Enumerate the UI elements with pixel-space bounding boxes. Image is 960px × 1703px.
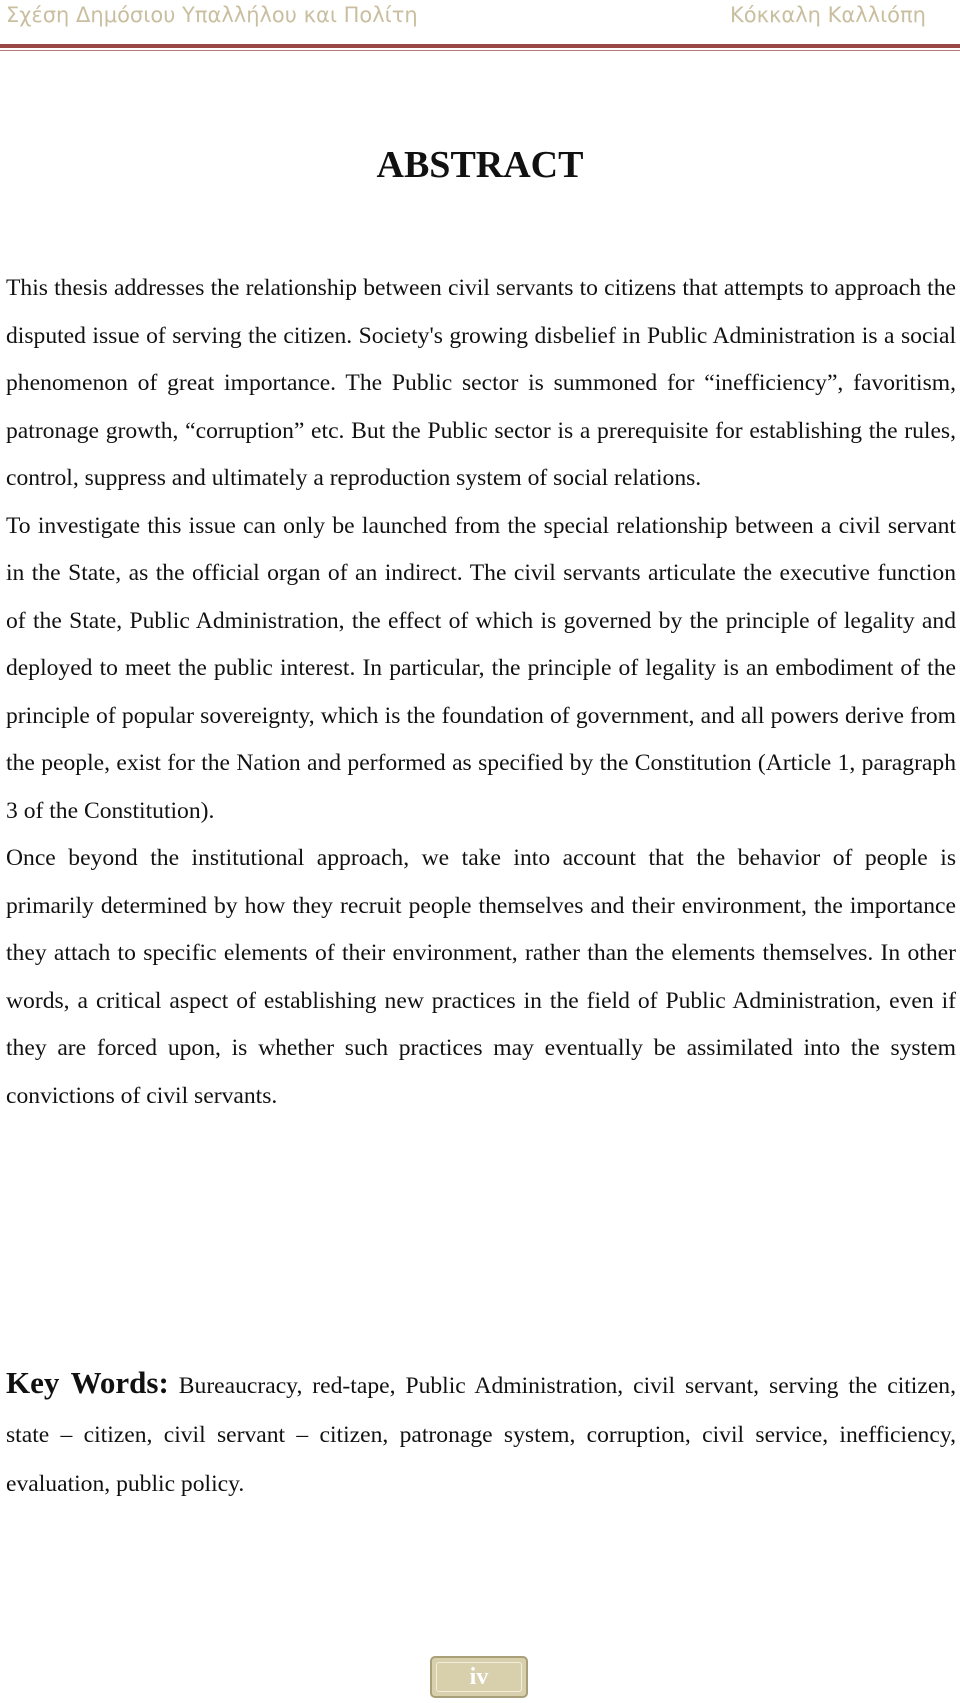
page-number-box [430, 1656, 528, 1698]
abstract-body [6, 265, 956, 1120]
abstract-paragraph: Once beyond the institutional approach, we take into account that the behavior of people is primarily determined by how they recruit people themselves and their environment, the importance they attach to specific elements of their environment, rather than the elements themselves. In other words, a critical aspect of establishing new practices in the field of Public Administration, even if they are forced upon, is whether such practices may eventually be assimilated into the system convictions of civil servants. [6, 845, 956, 1109]
header-rule-thin [0, 50, 960, 51]
page-number: iv [469, 1664, 489, 1690]
header-author: Κόκκαλη Καλλιόπη [729, 3, 926, 27]
header-title: Σχέση Δημόσιου Υπαλλήλου και Πολίτη [6, 3, 418, 27]
abstract-paragraph: This thesis addresses the relationship between civil servants to citizens that attempts to approach the disputed issue of serving the citizen. Society's growing disbelief in Public Administration is a social phenomenon of great importance. The Public sector is summoned for “inefficiency”, favoritism, patronage growth, “corruption” etc. But the Public sector is a prerequisite for establishing the rules, control, suppress and ultimately a reproduction system of social relations. [6, 275, 956, 491]
abstract-paragraph: To investigate this issue can only be launched from the special relationship between a civil servant in the State, as the official organ of an indirect. The civil servants articulate the executive function of the State, Public Administration, the effect of which is governed by the principle of legality and deployed to meet the public interest. In particular, the principle of legality is an embodiment of the principle of popular sovereignty, which is the foundation of government, and all powers derive from the people, exist for the Nation and performed as specified by the Constitution (Article 1, paragraph 3 of the Constitution). [6, 512, 956, 824]
keywords [6, 1358, 956, 1509]
keywords-text: Bureaucracy, red-tape, Public Administration, civil servant, serving the citizen, state – citizen, civil servant – citizen, patronage system, corruption, civil service, inefficiency, evaluation, public policy. [6, 1373, 956, 1497]
header-rule [0, 44, 960, 48]
page-header [0, 0, 960, 58]
page-title: ABSTRACT [376, 144, 584, 186]
keywords-label: Key Words: [6, 1365, 169, 1400]
